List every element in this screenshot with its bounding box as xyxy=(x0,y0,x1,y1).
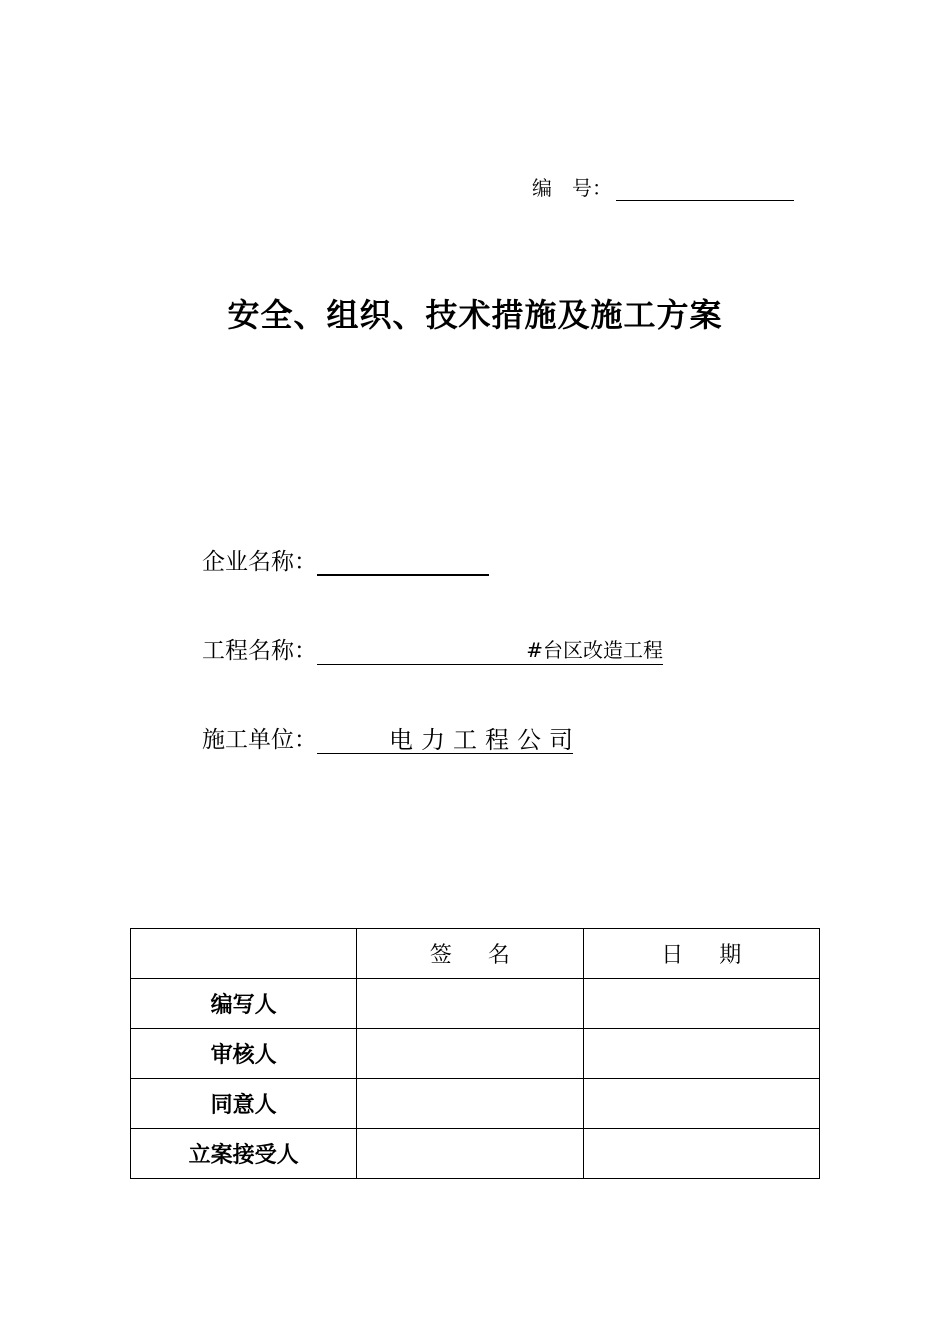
construction-unit-value[interactable]: 电力工程公司 xyxy=(317,726,573,754)
signature-cell[interactable] xyxy=(357,1129,583,1179)
construction-unit-label: 施工单位： xyxy=(202,727,317,753)
construction-unit-field xyxy=(202,722,581,754)
company-name-field xyxy=(202,544,489,576)
serial-number-label: 编 号： xyxy=(532,176,612,200)
signature-cell[interactable] xyxy=(357,1079,583,1129)
project-name-label: 工程名称： xyxy=(202,638,317,664)
date-cell[interactable] xyxy=(583,1029,819,1079)
role-cell: 立案接受人 xyxy=(131,1129,357,1179)
signature-table xyxy=(130,928,820,1179)
signature-cell[interactable] xyxy=(357,979,583,1029)
role-cell: 审核人 xyxy=(131,1029,357,1079)
header-date: 日期 xyxy=(583,929,819,979)
company-name-value[interactable] xyxy=(317,546,489,576)
table-row xyxy=(131,1079,820,1129)
table-row xyxy=(131,979,820,1029)
project-name-field xyxy=(202,633,663,665)
date-cell[interactable] xyxy=(583,1129,819,1179)
signature-table-header xyxy=(131,929,820,979)
document-title: 安全、组织、技术措施及施工方案 xyxy=(227,296,723,334)
header-role xyxy=(131,929,357,979)
date-cell[interactable] xyxy=(583,1079,819,1129)
serial-number-field xyxy=(532,172,794,201)
table-row xyxy=(131,1029,820,1079)
role-cell: 编写人 xyxy=(131,979,357,1029)
company-name-label: 企业名称： xyxy=(202,549,317,575)
date-cell[interactable] xyxy=(583,979,819,1029)
header-signature: 签名 xyxy=(357,929,583,979)
table-row xyxy=(131,1129,820,1179)
signature-cell[interactable] xyxy=(357,1029,583,1079)
serial-number-blank[interactable] xyxy=(616,176,794,201)
role-cell: 同意人 xyxy=(131,1079,357,1129)
project-name-value[interactable]: #台区改造工程 xyxy=(317,636,663,665)
